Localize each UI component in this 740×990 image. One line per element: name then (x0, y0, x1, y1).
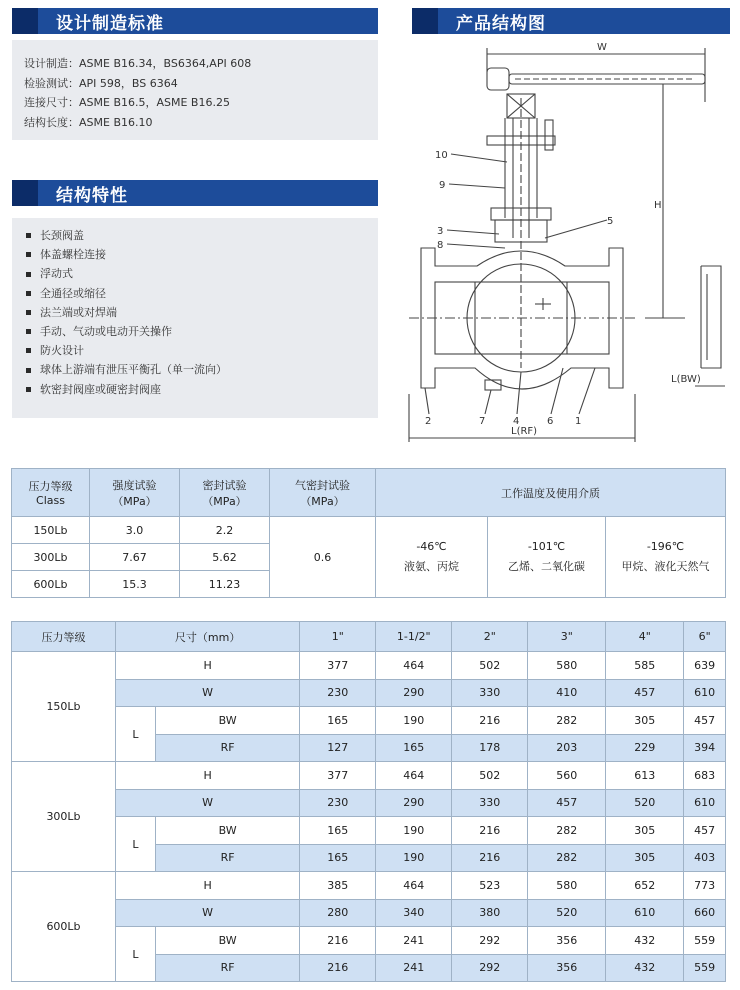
th-size-col: 1" (300, 622, 376, 652)
label-l-bw: L(BW) (671, 374, 701, 385)
table-row (12, 707, 726, 735)
cell-value: 457 (606, 679, 684, 707)
table-row (12, 872, 726, 900)
feature-item: 长颈阀盖 (24, 226, 378, 245)
cell-value: 610 (606, 899, 684, 927)
cell-value: 683 (684, 762, 726, 790)
cell-value: 394 (684, 734, 726, 762)
feature-item: 防火设计 (24, 341, 378, 360)
cell-label: H (116, 872, 300, 900)
cell-gas: 0.6 (270, 517, 376, 598)
standard-line: 结构长度：ASME B16.10 (24, 115, 153, 129)
cell-value: 230 (300, 789, 376, 817)
cell-value: 165 (300, 707, 376, 735)
part-label: 9 (439, 180, 446, 191)
table-row (12, 652, 726, 680)
cell-class: 600Lb (12, 872, 116, 982)
features-header (12, 180, 378, 206)
bullet-icon (26, 387, 31, 392)
cell: 2.2 (180, 517, 270, 544)
cell-value: 292 (452, 954, 528, 982)
cell-value: 216 (452, 844, 528, 872)
cell-value: 380 (452, 899, 528, 927)
cell-value: 241 (376, 927, 452, 955)
cell: 300Lb (12, 544, 90, 571)
cell-value: 216 (452, 817, 528, 845)
bullet-icon (26, 272, 31, 277)
cell-value: 190 (376, 844, 452, 872)
bullet-icon (26, 233, 31, 238)
structure-header (412, 8, 730, 34)
cell-value: 610 (684, 679, 726, 707)
cell-label: W (116, 679, 300, 707)
th-size-col: 6" (684, 622, 726, 652)
feature-item: 软密封阀座或硬密封阀座 (24, 380, 378, 399)
th-size-col: 1-1/2" (376, 622, 452, 652)
cell: 11.23 (180, 571, 270, 598)
cell-sublabel: BW (156, 707, 300, 735)
cell-sublabel: RF (156, 844, 300, 872)
cell-value: 585 (606, 652, 684, 680)
cell-value: 457 (684, 707, 726, 735)
feature-item: 体盖螺栓连接 (24, 245, 378, 264)
cell-value: 410 (528, 679, 606, 707)
cell: 600Lb (12, 571, 90, 598)
cell-value: 610 (684, 789, 726, 817)
part-label: 4 (513, 416, 520, 427)
label-w: W (597, 42, 607, 53)
cell-value: 292 (452, 927, 528, 955)
table-row (12, 679, 726, 707)
cell-value: 280 (300, 899, 376, 927)
dimension-table-body (12, 652, 726, 982)
part-label: 5 (607, 216, 614, 227)
cell-label: H (116, 652, 300, 680)
cell-value: 190 (376, 817, 452, 845)
cell-value: 580 (528, 652, 606, 680)
cell-media: -101℃ 乙烯、二氧化碳 (488, 517, 606, 598)
th-size: 尺寸（mm） (116, 622, 300, 652)
features-title: 结构特性 (56, 185, 128, 206)
cell-value: 305 (606, 817, 684, 845)
th-strength: 强度试验 （MPa） (90, 469, 180, 517)
cell-value: 230 (300, 679, 376, 707)
cell-value: 241 (376, 954, 452, 982)
cell-l: L (116, 927, 156, 982)
cell-value: 559 (684, 954, 726, 982)
cell-value: 613 (606, 762, 684, 790)
cell-value: 216 (300, 954, 376, 982)
cell: 5.62 (180, 544, 270, 571)
part-label: 6 (547, 416, 554, 427)
cell-value: 464 (376, 872, 452, 900)
cell-value: 520 (606, 789, 684, 817)
cell-value: 290 (376, 679, 452, 707)
cell-value: 229 (606, 734, 684, 762)
cell-sublabel: BW (156, 817, 300, 845)
th-class: 压力等级 (12, 622, 116, 652)
feature-item: 手动、气动或电动开关操作 (24, 322, 378, 341)
leader-4 (517, 372, 521, 414)
cell-value: 639 (684, 652, 726, 680)
cell-value: 305 (606, 844, 684, 872)
table-row (12, 762, 726, 790)
cell-value: 330 (452, 679, 528, 707)
th-size-col: 3" (528, 622, 606, 652)
cell-value: 559 (684, 927, 726, 955)
cell-value: 203 (528, 734, 606, 762)
cell-value: 127 (300, 734, 376, 762)
th-gas: 气密封试验 （MPa） (270, 469, 376, 517)
cell-value: 502 (452, 762, 528, 790)
cell-value: 432 (606, 954, 684, 982)
leader-6 (551, 368, 563, 414)
table-row (12, 789, 726, 817)
dimension-table (11, 621, 726, 982)
part-label: 2 (425, 416, 432, 427)
design-standard-title: 设计制造标准 (56, 13, 164, 34)
th-seal: 密封试验 （MPa） (180, 469, 270, 517)
part-label: 7 (479, 416, 486, 427)
part-label: 10 (435, 150, 448, 161)
cell-value: 432 (606, 927, 684, 955)
cell-value: 464 (376, 762, 452, 790)
cell-l: L (116, 707, 156, 762)
table-row (12, 927, 726, 955)
features-panel (12, 218, 378, 418)
leader-7 (485, 390, 491, 414)
cell-media: -196℃ 甲烷、液化天然气 (606, 517, 726, 598)
cell-value: 377 (300, 762, 376, 790)
cell-value: 290 (376, 789, 452, 817)
cell-value: 216 (300, 927, 376, 955)
handle-hub (487, 68, 509, 90)
cell-value: 356 (528, 927, 606, 955)
leader-3 (447, 230, 499, 234)
part-label: 1 (575, 416, 582, 427)
cell-media: -46℃ 液氨、丙烷 (376, 517, 488, 598)
valve-structure-diagram (395, 38, 735, 448)
cell-value: 356 (528, 954, 606, 982)
th-class: 压力等级 Class (12, 469, 90, 517)
cell-label: H (116, 762, 300, 790)
test-pressure-table (11, 468, 726, 598)
cell-value: 282 (528, 844, 606, 872)
th-size-col: 4" (606, 622, 684, 652)
cell-value: 165 (300, 817, 376, 845)
cell-sublabel: RF (156, 954, 300, 982)
label-h: H (654, 200, 662, 211)
cell-value: 523 (452, 872, 528, 900)
cell-value: 305 (606, 707, 684, 735)
cell-class: 300Lb (12, 762, 116, 872)
table-row (12, 817, 726, 845)
cell: 7.67 (90, 544, 180, 571)
th-size-col: 2" (452, 622, 528, 652)
cell-label: W (116, 789, 300, 817)
cell-value: 520 (528, 899, 606, 927)
feature-item: 法兰端或对焊端 (24, 303, 378, 322)
header-block (12, 180, 38, 206)
cell-value: 457 (528, 789, 606, 817)
cell-value: 377 (300, 652, 376, 680)
bullet-icon (26, 368, 31, 373)
bw-end-piece (701, 266, 721, 368)
cell-value: 580 (528, 872, 606, 900)
label-l-rf: L(RF) (511, 426, 538, 437)
header-block (12, 8, 38, 34)
cell-value: 282 (528, 817, 606, 845)
standard-line: 检验测试：API 598，BS 6364 (24, 76, 178, 90)
cell-class: 150Lb (12, 652, 116, 762)
bullet-icon (26, 329, 31, 334)
bullet-icon (26, 291, 31, 296)
cell-value: 385 (300, 872, 376, 900)
design-standard-panel (12, 40, 378, 140)
standard-line: 连接尺寸：ASME B16.5，ASME B16.25 (24, 96, 230, 109)
structure-title: 产品结构图 (456, 13, 546, 34)
cell-value: 403 (684, 844, 726, 872)
cell-value: 457 (684, 817, 726, 845)
cell-value: 660 (684, 899, 726, 927)
cell-value: 165 (376, 734, 452, 762)
cell-value: 464 (376, 652, 452, 680)
feature-item: 浮动式 (24, 264, 378, 283)
bullet-icon (26, 310, 31, 315)
bullet-icon (26, 252, 31, 257)
cell-value: 282 (528, 707, 606, 735)
cell-value: 560 (528, 762, 606, 790)
cell-value: 652 (606, 872, 684, 900)
leader-10 (451, 154, 507, 162)
part-label: 8 (437, 240, 444, 251)
bullet-icon (26, 348, 31, 353)
leader-1 (579, 368, 595, 414)
header-block (412, 8, 438, 34)
cell-value: 165 (300, 844, 376, 872)
leader-8 (447, 244, 505, 248)
leader-9 (449, 184, 505, 188)
feature-item: 球体上游端有泄压平衡孔（单一流向） (24, 360, 378, 379)
cell: 150Lb (12, 517, 90, 544)
cell-sublabel: RF (156, 734, 300, 762)
feature-item: 全通径或缩径 (24, 284, 378, 303)
cell: 15.3 (90, 571, 180, 598)
cell-sublabel: BW (156, 927, 300, 955)
cell-value: 216 (452, 707, 528, 735)
leader-2 (425, 388, 429, 414)
cell-label: W (116, 899, 300, 927)
cell-value: 340 (376, 899, 452, 927)
cell-l: L (116, 817, 156, 872)
cell: 3.0 (90, 517, 180, 544)
leader-5 (545, 220, 607, 238)
cell-value: 773 (684, 872, 726, 900)
design-standard-header (12, 8, 378, 34)
cell-value: 502 (452, 652, 528, 680)
cell-value: 330 (452, 789, 528, 817)
table-row (12, 899, 726, 927)
th-media: 工作温度及使用介质 (376, 469, 726, 517)
cell-value: 178 (452, 734, 528, 762)
cell-value: 190 (376, 707, 452, 735)
standard-line: 设计制造：ASME B16.34，BS6364,API 608 (24, 57, 252, 70)
part-label: 3 (437, 226, 444, 237)
